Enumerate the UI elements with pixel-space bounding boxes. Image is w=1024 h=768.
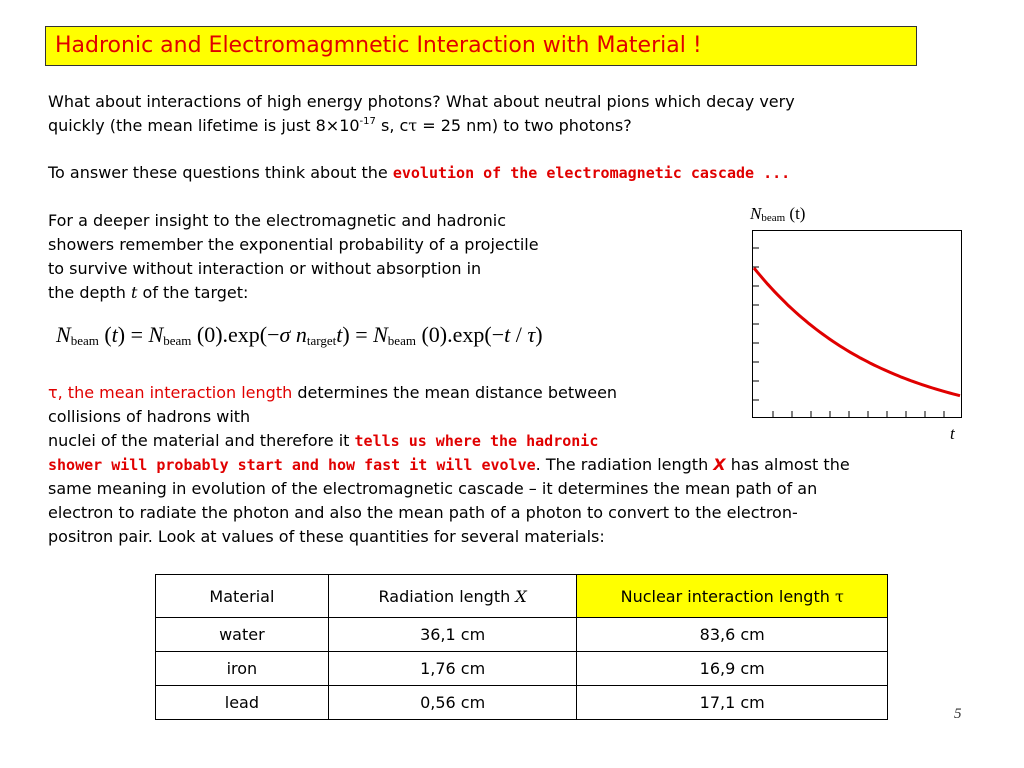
tau-line4b: has almost the: [725, 455, 850, 474]
graph-x-label: t: [950, 424, 955, 443]
tau-line5: same meaning in evolution of the electromagnetic cascade – it determines the mean path of an: [48, 479, 818, 498]
graph-y-t: (t): [785, 204, 806, 223]
survival-graph: [752, 230, 963, 419]
cell-radiation: 36,1 cm: [328, 618, 577, 652]
tau-definition: τ, the mean interaction length: [48, 383, 293, 402]
tau-line4-bold: shower will probably start and how fast it will evolve: [48, 456, 536, 474]
cell-radiation: 0,56 cm: [328, 686, 577, 720]
graph-y-N: N: [750, 204, 762, 223]
graph-y-sub: beam: [761, 212, 786, 224]
materials-table: [155, 574, 888, 720]
intro-line2a: quickly (the mean lifetime is just 8×10: [48, 116, 360, 135]
answer-highlight: evolution of the electromagnetic cascade ...: [392, 164, 791, 182]
answer-prefix: To answer these questions think about the: [48, 163, 393, 182]
cell-material: iron: [156, 652, 329, 686]
intro-line2c: = 25 nm) to two photons?: [417, 116, 632, 135]
insight-line4b: of the target:: [137, 283, 249, 302]
intro-exponent: -17: [359, 116, 376, 127]
header-radiation: Radiation length X: [328, 575, 577, 618]
intro-paragraph: [48, 90, 795, 138]
cell-radiation: 1,76 cm: [328, 652, 577, 686]
insight-line2: showers remember the exponential probability of a projectile: [48, 235, 539, 254]
graph-y-label: [750, 204, 805, 224]
insight-line4a: the depth: [48, 283, 131, 302]
insight-t: t: [131, 283, 138, 302]
table-row: [156, 686, 888, 720]
radiation-length-symbol: X: [713, 455, 726, 474]
table-row: [156, 652, 888, 686]
cell-nuclear: 16,9 cm: [577, 652, 888, 686]
tau-line6: electron to radiate the photon and also the mean path of a photon to convert to the electron-: [48, 503, 798, 522]
answer-paragraph: [48, 161, 790, 185]
graph-frame: [753, 231, 962, 418]
survival-formula: $N_{beam}$ $(t) = N_{beam}$ (0).exp(−σ $n_{target}t) = N_{beam}$ (0).exp(−t / τ): [56, 322, 543, 348]
tau-line3a: nuclei of the material and therefore it: [48, 431, 355, 450]
tau-paragraph: [48, 381, 850, 549]
table-row: [156, 618, 888, 652]
cell-nuclear: 17,1 cm: [577, 686, 888, 720]
header-nuclear: Nuclear interaction length τ: [577, 575, 888, 618]
cell-material: water: [156, 618, 329, 652]
insight-line1: For a deeper insight to the electromagnetic and hadronic: [48, 211, 507, 230]
tau-rest1: determines the mean distance between: [292, 383, 618, 402]
slide-title: Hadronic and Electromagmnetic Interaction with Material !: [45, 26, 917, 66]
intro-tau: τ: [408, 116, 418, 135]
cell-material: lead: [156, 686, 329, 720]
tau-line2: collisions of hadrons with: [48, 407, 251, 426]
insight-paragraph: [48, 209, 539, 305]
header-material: Material: [156, 575, 329, 618]
insight-line3: to survive without interaction or without absorption in: [48, 259, 482, 278]
tau-line4a: . The radiation length: [535, 455, 714, 474]
table-header-row: [156, 575, 888, 618]
tau-line3-bold: tells us where the hadronic: [354, 432, 599, 450]
page-number: 5: [954, 706, 962, 722]
tau-line7: positron pair. Look at values of these quantities for several materials:: [48, 527, 605, 546]
cell-nuclear: 83,6 cm: [577, 618, 888, 652]
intro-line2b: s, c: [375, 116, 409, 135]
intro-line1: What about interactions of high energy photons? What about neutral pions which decay very: [48, 92, 795, 111]
